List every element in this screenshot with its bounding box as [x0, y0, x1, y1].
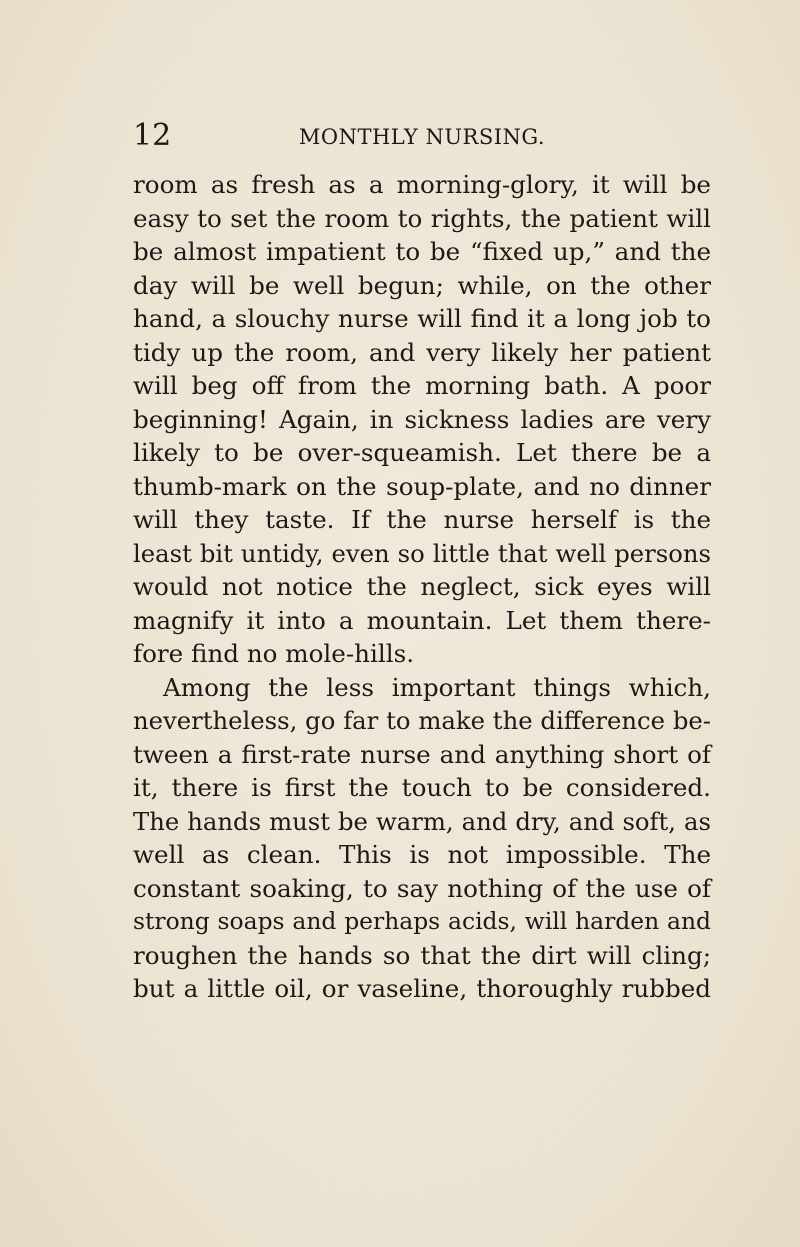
text-line: tween a first-rate nurse and anything short of [133, 739, 711, 769]
text-line: magnify it into a mountain. Let them there- [133, 605, 711, 635]
running-head: MONTHLY NURSING. [298, 125, 546, 149]
text-line: thumb-mark on the soup-plate, and no dinner [133, 471, 711, 501]
text-line: roughen the hands so that the dirt will cling; [133, 940, 711, 970]
text-line: likely to be over-squeamish. Let there be a [133, 438, 711, 467]
text-line: hand, a slouchy nurse will find it a long job to [133, 304, 711, 333]
text-line: will beg off from the morning bath. A poor [133, 371, 711, 400]
text-line: nevertheless, go far to make the difference be- [133, 706, 711, 735]
text-line: beginning! Again, in sickness ladies are very [133, 404, 711, 434]
paragraph-start-line: Among the less important things which, [163, 672, 711, 702]
text-line: strong soaps and perhaps acids, will harden and [133, 907, 711, 935]
text-line: but a little oil, or vaseline, thoroughly rubbed [133, 974, 711, 1003]
text-line: The hands must be warm, and dry, and soft, as [133, 806, 711, 836]
text-line: will they taste. If the nurse herself is the [133, 505, 711, 534]
text-line: well as clean. This is not impossible. The [133, 840, 711, 869]
text-line: would not notice the neglect, sick eyes will [133, 572, 711, 601]
text-line: it, there is first the touch to be considered. [133, 773, 711, 802]
text-line: constant soaking, to say nothing of the use of [133, 873, 711, 903]
text-line: room as fresh as a morning-glory, it will be [133, 170, 711, 199]
body-text [133, 168, 711, 1006]
text-line: least bit untidy, even so little that well persons [133, 538, 711, 568]
paragraph-end-line: fore find no mole-hills. [133, 639, 415, 668]
page-header [133, 118, 711, 154]
text-line: easy to set the room to rights, the patient will [133, 203, 711, 233]
text-line: tidy up the room, and very likely her patient [133, 337, 711, 367]
page-number: 12 [133, 118, 172, 153]
text-line: day will be well begun; while, on the other [133, 270, 711, 300]
text-line: be almost impatient to be “fixed up,” and the [133, 237, 711, 266]
